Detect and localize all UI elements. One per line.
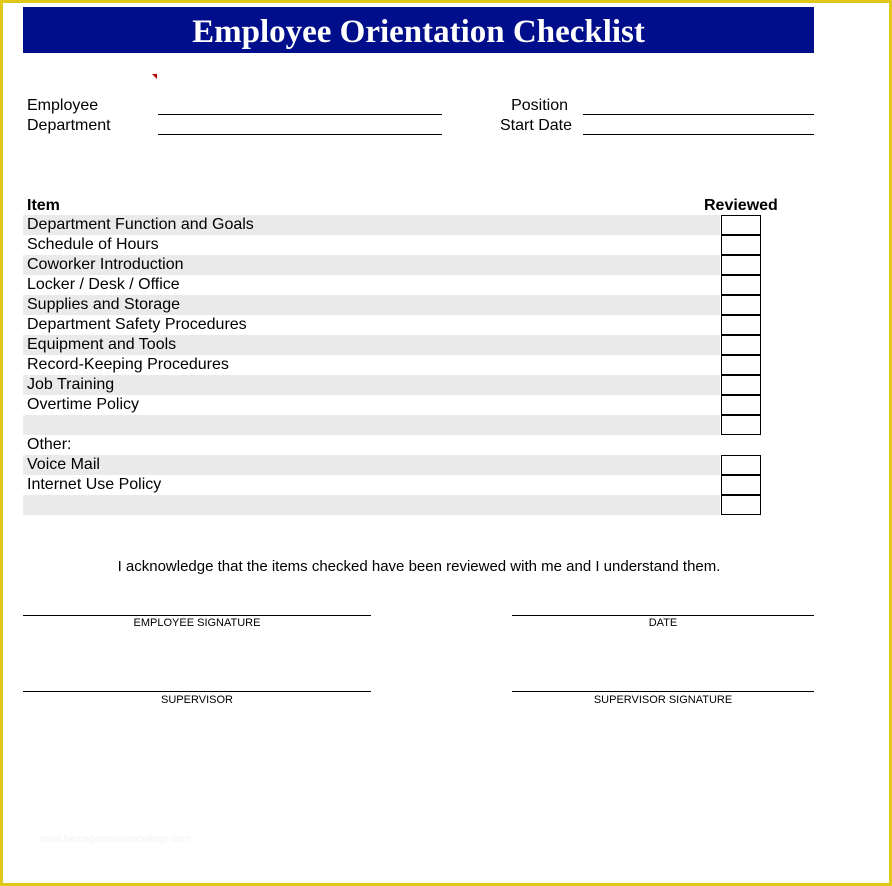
department-label: Department [27,117,111,134]
reviewed-checkbox[interactable] [721,495,761,515]
checklist-item: Supplies and Storage [23,295,720,315]
page-title: Employee Orientation Checklist [23,7,814,53]
supervisor-label: SUPERVISOR [161,694,233,706]
checklist-item: Internet Use Policy [27,476,162,493]
checklist-item: Record-Keeping Procedures [27,356,229,373]
checklist-item-blank [23,495,720,515]
reviewed-checkbox[interactable] [721,235,761,255]
date-label: DATE [648,617,678,629]
reviewed-checkbox[interactable] [721,355,761,375]
item-column-header: Item [27,197,60,214]
reviewed-checkbox[interactable] [721,375,761,395]
acknowledgement-text: I acknowledge that the items checked have been reviewed with me and I understand them. [117,558,721,575]
start-date-field-line[interactable] [583,134,814,135]
supervisor-line[interactable] [23,691,371,692]
checklist-item: Equipment and Tools [23,335,720,355]
supervisor-signature-label: SUPERVISOR SIGNATURE [593,694,733,706]
checklist-item: Department Function and Goals [23,215,720,235]
checklist-item: Voice Mail [23,455,720,475]
supervisor-signature-line[interactable] [512,691,814,692]
reviewed-checkbox[interactable] [721,415,761,435]
employee-signature-line[interactable] [23,615,371,616]
reviewed-checkbox[interactable] [721,295,761,315]
comment-indicator [152,74,157,79]
reviewed-checkbox[interactable] [721,455,761,475]
reviewed-column-header: Reviewed [704,197,778,214]
department-field-line[interactable] [158,134,442,135]
checklist-item: Schedule of Hours [27,236,159,253]
reviewed-checkbox[interactable] [721,475,761,495]
employee-label: Employee [27,97,99,114]
reviewed-checkbox[interactable] [721,315,761,335]
reviewed-checkbox[interactable] [721,255,761,275]
reviewed-checkbox[interactable] [721,215,761,235]
reviewed-checkbox[interactable] [721,275,761,295]
checklist-item: Locker / Desk / Office [27,276,180,293]
checklist-item: Overtime Policy [27,396,140,413]
checklist-item: Coworker Introduction [23,255,720,275]
checklist-item-blank [23,415,720,435]
position-field-line[interactable] [583,114,814,115]
reviewed-checkbox[interactable] [721,335,761,355]
watermark: www.heritagechristiancollege.com [40,834,191,845]
employee-signature-label: EMPLOYEE SIGNATURE [133,617,261,629]
reviewed-checkbox[interactable] [721,395,761,415]
date-line[interactable] [512,615,814,616]
position-label: Position [511,97,568,114]
checklist-item: Department Safety Procedures [27,316,247,333]
start-date-label: Start Date [499,117,572,134]
checklist-item: Job Training [23,375,720,395]
employee-field-line[interactable] [158,114,442,115]
other-label: Other: [27,436,72,453]
